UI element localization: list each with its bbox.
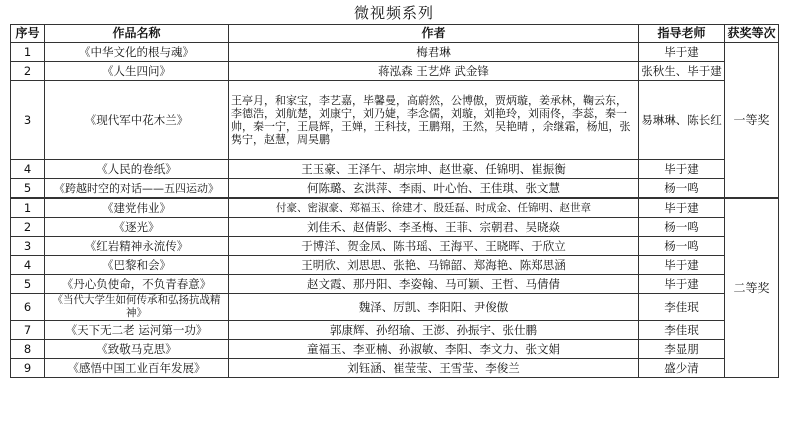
- row-author: 蒋泓森 王艺烨 武金锋: [229, 62, 639, 81]
- row-author: 赵文霞、那丹阳、李姿翰、马可颖、王哲、马倩倩: [229, 275, 639, 294]
- table-row: [11, 81, 779, 160]
- row-teacher: 盛少清: [639, 359, 725, 378]
- row-no: 1: [11, 43, 45, 62]
- table-row: [11, 294, 779, 321]
- row-work: 《中华文化的根与魂》: [45, 43, 229, 62]
- row-author: 童福玉、李亚楠、孙淑敏、李阳、李文力、张文娟: [229, 340, 639, 359]
- row-no: 4: [11, 256, 45, 275]
- row-work: 《巴黎和会》: [45, 256, 229, 275]
- row-author: 郭康辉、孙绍瑜、王澎、孙振宇、张仕鹏: [229, 321, 639, 340]
- row-no: 7: [11, 321, 45, 340]
- table-row: [11, 198, 779, 218]
- row-author: 于博洋、贺金凤、陈书瑶、王海平、王晓晖、于欣立: [229, 237, 639, 256]
- row-author: 王玉豪、王泽午、胡宗坤、赵世豪、任锦明、崔振衡: [229, 160, 639, 179]
- table-row: [11, 237, 779, 256]
- row-author: 魏泽、厉凯、李阳阳、尹俊傲: [229, 294, 639, 321]
- row-teacher: 杨一鸣: [639, 179, 725, 199]
- header-row: [11, 25, 779, 43]
- row-author: 何陈璐、玄洪萍、李雨、叶心怡、王佳琪、张文慧: [229, 179, 639, 199]
- header-award: 获奖等次: [725, 25, 779, 43]
- row-no: 5: [11, 275, 45, 294]
- row-teacher: 李佳珉: [639, 294, 725, 321]
- row-no: 2: [11, 218, 45, 237]
- row-work: 《感悟中国工业百年发展》: [45, 359, 229, 378]
- award-level-second: 二等奖: [725, 198, 779, 378]
- header-work: 作品名称: [45, 25, 229, 43]
- row-teacher: 李显朋: [639, 340, 725, 359]
- row-teacher: 杨一鸣: [639, 237, 725, 256]
- row-work: 《建党伟业》: [45, 198, 229, 218]
- row-teacher: 杨一鸣: [639, 218, 725, 237]
- row-no: 3: [11, 81, 45, 160]
- table-row: [11, 321, 779, 340]
- row-no: 9: [11, 359, 45, 378]
- row-no: 2: [11, 62, 45, 81]
- row-work: 《现代军中花木兰》: [45, 81, 229, 160]
- row-work: 《跨越时空的对话——五四运动》: [45, 179, 229, 199]
- table-row: [11, 179, 779, 199]
- row-work: 《人民的卷纸》: [45, 160, 229, 179]
- row-no: 4: [11, 160, 45, 179]
- row-teacher: 毕于建: [639, 198, 725, 218]
- table-row: [11, 43, 779, 62]
- header-no: 序号: [11, 25, 45, 43]
- row-no: 5: [11, 179, 45, 199]
- table-row: [11, 340, 779, 359]
- row-teacher: 张秋生、毕于建: [639, 62, 725, 81]
- award-level-first: 一等奖: [725, 43, 779, 199]
- table-row: [11, 160, 779, 179]
- row-work: 《天下无二老 运河第一功》: [45, 321, 229, 340]
- row-teacher: 易琳琳、陈长红: [639, 81, 725, 160]
- sheet-title: 微视频系列: [353, 3, 434, 22]
- row-work: 《当代大学生如何传承和弘扬抗战精神》: [45, 294, 229, 321]
- row-work: 《逐光》: [45, 218, 229, 237]
- row-teacher: 毕于建: [639, 256, 725, 275]
- row-teacher: 李佳珉: [639, 321, 725, 340]
- award-list-sheet: [10, 0, 778, 440]
- row-work: 《丹心负使命，不负青春意》: [45, 275, 229, 294]
- table-row: [11, 218, 779, 237]
- table-row: [11, 256, 779, 275]
- row-work: 《致敬马克思》: [45, 340, 229, 359]
- row-author: 王明欣、刘思思、张艳、马锦韶、郑海艳、陈郑思涵: [229, 256, 639, 275]
- row-author: 王亭月，和家宝，李艺嘉，毕馨曼，高蔚然，公博傲，贾炳璇，姜承林，鞠云东，李德浩，刘航楚，刘康宁，刘乃婕，李念儒，刘璇，刘艳玲，刘雨佟，李蕊，秦一帅，秦一宁，王晨辉，王婵，王科技，王鹏翔，王然，吴艳晴 ，余继霜，杨旭，张隽宁，赵慧，周昊鹏: [229, 81, 639, 160]
- header-author: 作者: [229, 25, 639, 43]
- row-teacher: 毕于建: [639, 275, 725, 294]
- row-no: 3: [11, 237, 45, 256]
- table-row: [11, 275, 779, 294]
- row-no: 1: [11, 198, 45, 218]
- table-row: [11, 62, 779, 81]
- row-no: 6: [11, 294, 45, 321]
- row-teacher: 毕于建: [639, 160, 725, 179]
- header-teacher: 指导老师: [639, 25, 725, 43]
- row-author: 刘佳禾、赵倩影、李圣梅、王菲、宗朝君、吴晓焱: [229, 218, 639, 237]
- row-no: 8: [11, 340, 45, 359]
- row-author: 刘钰涵、崔莹莹、王雪莹、李俊兰: [229, 359, 639, 378]
- table-row: [11, 359, 779, 378]
- award-table: [10, 24, 779, 378]
- row-work: 《红岩精神永流传》: [45, 237, 229, 256]
- row-author: 付豪、密淑豪、郑福玉、徐建才、殷廷磊、时成金、任锦明、赵世章: [229, 198, 639, 218]
- row-work: 《人生四问》: [45, 62, 229, 81]
- row-teacher: 毕于建: [639, 43, 725, 62]
- row-author: 梅君琳: [229, 43, 639, 62]
